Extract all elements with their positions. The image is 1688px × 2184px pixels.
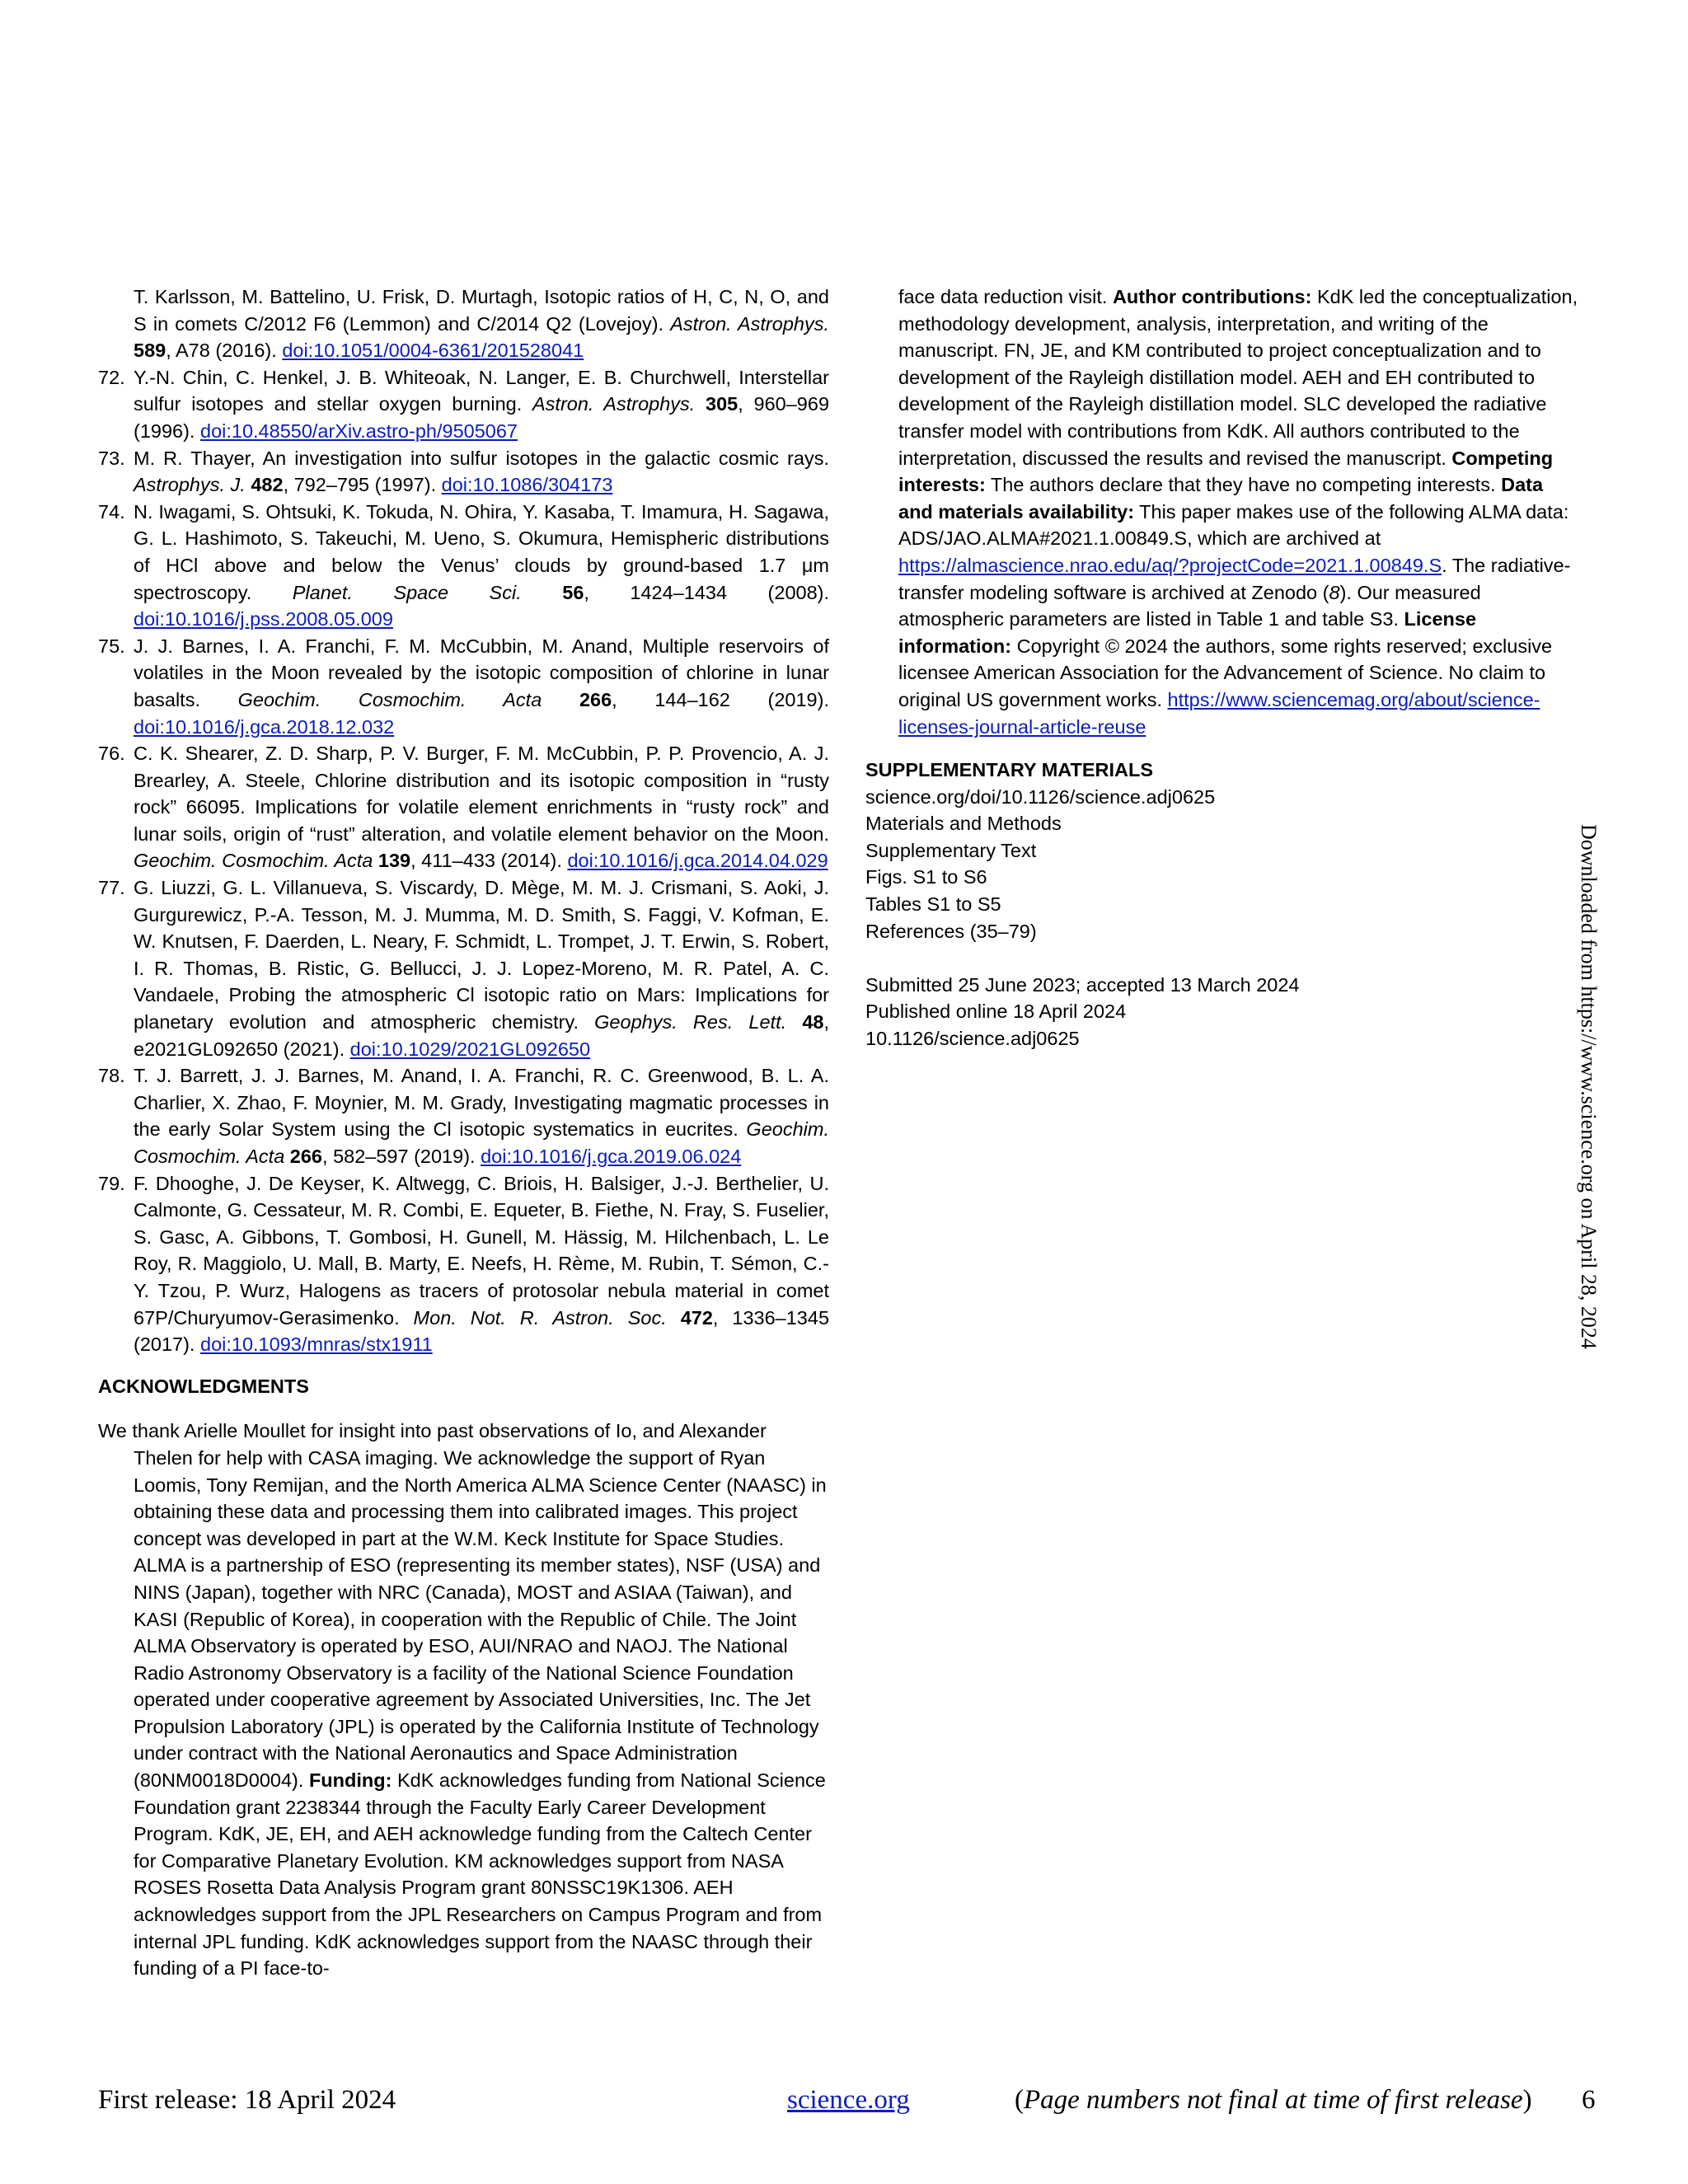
- spacer: [865, 944, 1582, 972]
- bold-text: 482: [251, 474, 284, 496]
- bold-text: 266: [579, 688, 612, 710]
- bold-text: Author contributions:: [1112, 286, 1312, 307]
- text-run: F. Dhooghe, J. De Keyser, K. Altwegg, C. Briois, H. Balsiger, J.-J. Berthelier, U. Calmonte, G. Cessateur, M. R. Combi, E. Equeter, B. Fiethe, N. Fray, S. Fuselier, S. Gasc, A. Gibbons, T. Gombosi, H. Gunell, M. Hässig, M. Hilchenbach, L. Le Roy, R. Maggiolo, U. Mall, B. Marty, E. Neefs, H. Rème, M. Rubin, T. Sémon, C.-Y. Tzou, P. Wurz, Halogens as tracers of protosolar nebula material in comet 67P/Churyumov-Gerasimenko.: [134, 1172, 829, 1329]
- note-close: ): [1522, 2085, 1532, 2115]
- site-link[interactable]: science.org: [787, 2085, 910, 2115]
- doi-link[interactable]: https://almascience.nrao.edu/aq/?projectCode=2021.1.00849.S: [898, 554, 1442, 576]
- supplementary-heading: SUPPLEMENTARY MATERIALS: [865, 759, 1154, 781]
- text-run: Y.-N. Chin, C. Henkel, J. B. Whiteoak, N. Langer, E. B. Churchwell, Interstellar sulfur isotopes and stellar oxygen burning.: [134, 366, 829, 415]
- text-run: , e2021GL092650 (2021).: [134, 1011, 829, 1060]
- publication-dates: [865, 972, 1582, 1052]
- text-run: ). Our measured atmospheric parameters are listed in Table 1 and table S3.: [898, 581, 1481, 630]
- bold-text: Data and materials availability:: [898, 474, 1544, 523]
- bold-text: 589: [134, 340, 166, 362]
- reference-number: 75.: [98, 635, 125, 657]
- text-run: The authors declare that they have no competing interests.: [985, 474, 1502, 496]
- italic-text: 8: [1329, 581, 1340, 603]
- text-run: face data reduction visit.: [898, 286, 1113, 307]
- supplementary-line: Materials and Methods: [865, 813, 1062, 835]
- bold-text: 266: [289, 1146, 323, 1167]
- text-run: [786, 1011, 802, 1033]
- reference-number: 78.: [98, 1065, 125, 1087]
- text-run: [522, 582, 563, 603]
- bold-text: Competing interests:: [898, 447, 1554, 496]
- italic-text: Astron. Astrophys.: [670, 312, 829, 335]
- doi-link[interactable]: doi:10.1016/j.gca.2019.06.024: [481, 1146, 742, 1167]
- date-line: 10.1126/science.adj0625: [865, 1028, 1080, 1050]
- doi-link[interactable]: doi:10.1016/j.gca.2014.04.029: [567, 850, 828, 872]
- italic-text: Astron. Astrophys.: [532, 393, 696, 415]
- note-text: Page numbers not final at time of first release: [1024, 2085, 1523, 2115]
- italic-text: Mon. Not. R. Astron. Soc.: [413, 1306, 667, 1329]
- text-run: C. K. Shearer, Z. D. Sharp, P. V. Burger, F. M. McCubbin, P. P. Provencio, A. J. Brearley, A. Steele, Chlorine distribution and its isotopic composition in “rusty rock” 66095. Implications for volatile element enrichments in “rusty rock” and lunar soils, origin of “rust” alteration, and volatile element behavior on the Moon.: [134, 743, 829, 845]
- release-date: First release: 18 April 2024: [98, 2085, 396, 2115]
- text-run: , 792–795 (1997).: [283, 474, 442, 496]
- italic-text: Astrophys. J.: [134, 474, 246, 496]
- bold-text: License information:: [898, 608, 1477, 657]
- doi-link[interactable]: doi:10.1086/304173: [441, 474, 613, 496]
- date-line: Published online 18 April 2024: [865, 1001, 1127, 1023]
- supplementary-line: Supplementary Text: [865, 839, 1037, 861]
- reference-list: [98, 284, 829, 1358]
- bold-text: 472: [680, 1306, 713, 1329]
- text-run: , A78 (2016).: [166, 340, 283, 362]
- doi-link[interactable]: doi:10.1029/2021GL092650: [349, 1038, 591, 1060]
- reference-item: [98, 740, 829, 874]
- text-run: T. J. Barrett, J. J. Barnes, M. Anand, I. A. Franchi, R. C. Greenwood, B. L. A. Charlier, X. Zhao, F. Moynier, M. M. Grady, Investigating magmatic processes in the early Solar System using the Cl isotopic systematics in eucrites.: [134, 1065, 829, 1141]
- left-column: [98, 284, 829, 1982]
- reference-number: 77.: [98, 877, 125, 899]
- doi-link[interactable]: doi:10.1016/j.pss.2008.05.009: [134, 608, 393, 630]
- reference-item: [98, 364, 829, 445]
- bold-text: 56: [562, 581, 584, 603]
- text-run: We thank Arielle Moullet for insight into past observations of Io, and Alexander Thelen for help with CASA imaging. We acknowledge the support of Ryan Loomis, Tony Remijan, and the North America ALMA Science Center (NAASC) in obtaining these data and processing them into calibrated images. This project concept was developed in part at the W.M. Keck Institute for Space Studies. ALMA is a partnership of ESO (representing its member states), NSF (USA) and NINS (Japan), together with NRC (Canada), MOST and ASIAA (Taiwan), and KASI (Republic of Korea), in cooperation with the Republic of Chile. The Joint ALMA Observatory is operated by ESO, AUI/NRAO and NAOJ. The National Radio Astronomy Observatory is a facility of the National Science Foundation operated under cooperative agreement by Associated Universities, Inc. The Jet Propulsion Laboratory (JPL) is operated by the California Institute of Technology under contract with the National Aeronautics and Space Administration (80NM0018D0004).: [98, 1420, 827, 1792]
- text-run: , 411–433 (2014).: [410, 850, 568, 872]
- text-run: , 144–162 (2019).: [612, 688, 829, 710]
- italic-text: Geochim. Cosmochim. Acta: [134, 850, 373, 872]
- bold-text: Funding:: [308, 1769, 392, 1792]
- reference-item: [98, 633, 829, 740]
- reference-number: 79.: [98, 1172, 125, 1194]
- text-run: , 1424–1434 (2008).: [584, 581, 830, 603]
- acknowledgments-heading: ACKNOWLEDGMENTS: [98, 1375, 309, 1397]
- bold-text: 48: [802, 1011, 824, 1033]
- doi-link[interactable]: doi:10.48550/arXiv.astro-ph/9505067: [200, 419, 518, 442]
- text-run: This paper makes use of the following ALMA data: ADS/JAO.ALMA#2021.1.00849.S, which are archived at: [898, 500, 1569, 550]
- text-run: , 1336–1345 (2017).: [134, 1306, 830, 1356]
- supplementary-line: science.org/doi/10.1126/science.adj0625: [865, 785, 1216, 808]
- text-run: KdK acknowledges funding from National Science Foundation grant 2238344 through the Faculty Early Career Development Program. KdK, JE, EH, and AEH acknowledge funding from the Caltech Center for Comparative Planetary Evolution. KM acknowledges support from NASA ROSES Rosetta Data Analysis Program grant 80NSSC19K1306. AEH acknowledges support from the JPL Researchers on Campus Program and from internal JPL funding. KdK acknowledges support from the NAASC through their funding of a PI face-to-: [134, 1769, 826, 1980]
- reference-number: 74.: [98, 500, 125, 523]
- supplementary-line: Tables S1 to S5: [865, 893, 1001, 916]
- reference-number: 76.: [98, 743, 125, 765]
- acknowledgments-text: [98, 1418, 829, 1981]
- reference-item: [98, 284, 829, 364]
- text-run: [667, 1307, 681, 1329]
- reference-item: [98, 445, 829, 499]
- reference-number: 73.: [98, 447, 125, 469]
- text-run: KdK led the conceptualization, methodology development, analysis, interpretation, and writing of the manuscript. FN, JE, and KM contributed to project conceptualization and to development of the Rayleigh distillation model. AEH and EH contributed to development of the Rayleigh distillation model. SLC developed the radiative transfer model with contributions from KdK. All authors contributed to the interpretation, discussed the results and revised the manuscript.: [898, 286, 1578, 469]
- text-run: [542, 689, 579, 710]
- reference-item: [98, 1170, 829, 1358]
- reference-item: [98, 874, 829, 1062]
- text-run: , 582–597 (2019).: [322, 1146, 481, 1167]
- doi-link[interactable]: doi:10.1051/0004-6361/201528041: [282, 340, 584, 362]
- italic-text: Planet. Space Sci.: [292, 581, 522, 603]
- acknowledgments-text-continued: [865, 284, 1582, 740]
- supplementary-line: References (35–79): [865, 920, 1037, 942]
- text-run: G. Liuzzi, G. L. Villanueva, S. Viscardy, D. Mège, M. M. J. Crismani, S. Aoki, J. Gurgurewicz, P.-A. Tesson, M. J. Mumma, M. D. Smith, S. Faggi, V. Kofman, E. W. Knutsen, F. Daerden, L. Neary, F. Schmidt, L. Trompet, J. T. Erwin, S. Robert, I. R. Thomas, B. Ristic, G. Bellucci, J. J. Lopez-Moreno, M. R. Patel, A. C. Vandaele, Probing the atmospheric Cl isotopic ratio on Mars: Implications for planetary evolution and atmospheric chemistry.: [134, 877, 829, 1033]
- bold-text: 139: [377, 850, 411, 872]
- supplementary-line: Figs. S1 to S6: [865, 866, 987, 888]
- italic-text: Geochim. Cosmochim. Acta: [237, 688, 542, 710]
- date-line: Submitted 25 June 2023; accepted 13 March 2024: [865, 973, 1300, 996]
- doi-link[interactable]: doi:10.1093/mnras/stx1911: [200, 1333, 433, 1356]
- doi-link[interactable]: https://www.sciencemag.org/about/science-licenses-journal-article-reuse: [898, 688, 1540, 738]
- text-run: T. Karlsson, M. Battelino, U. Frisk, D. Murtagh, Isotopic ratios of H, C, N, O, and S in comets C/2012 F6 (Lemmon) and C/2014 Q2 (Lovejoy).: [134, 286, 829, 335]
- page-number-note: [1015, 2083, 1532, 2116]
- italic-text: Geophys. Res. Lett.: [594, 1011, 787, 1033]
- reference-number: 72.: [98, 366, 125, 388]
- text-run: , 960–969 (1996).: [134, 393, 830, 442]
- text-run: . The radiative-transfer modeling software is archived at Zenodo (: [898, 554, 1571, 603]
- text-run: M. R. Thayer, An investigation into sulfur isotopes in the galactic cosmic rays.: [134, 447, 829, 469]
- download-watermark: Downloaded from https://www.science.org on April 28, 2024: [1577, 824, 1601, 1349]
- right-column: [865, 284, 1582, 1052]
- text-run: Copyright © 2024 the authors, some rights reserved; exclusive licensee American Association for the Advancement of Science. No claim to original US government works.: [898, 635, 1553, 710]
- reference-item: [98, 499, 829, 633]
- text-run: J. J. Barnes, I. A. Franchi, F. M. McCubbin, M. Anand, Multiple reservoirs of volatiles in the Moon revealed by the isotopic composition of chlorine in lunar basalts.: [134, 635, 829, 710]
- italic-text: Geochim. Cosmochim. Acta: [134, 1118, 829, 1167]
- note-open: (: [1015, 2085, 1024, 2115]
- supplementary-list: [865, 784, 1582, 945]
- doi-link[interactable]: doi:10.1016/j.gca.2018.12.032: [134, 715, 395, 738]
- page-number: 6: [1582, 2085, 1596, 2115]
- bold-text: 305: [706, 393, 738, 415]
- text-run: N. Iwagami, S. Ohtsuki, K. Tokuda, N. Ohira, Y. Kasaba, T. Imamura, H. Sagawa, G. L. Hashimoto, S. Takeuchi, M. Ueno, S. Okumura, Hemispheric distributions of HCl above and below the Venus’ clouds by ground-based 1.7 μm spectroscopy.: [134, 500, 829, 603]
- reference-item: [98, 1062, 829, 1169]
- text-run: [695, 393, 706, 415]
